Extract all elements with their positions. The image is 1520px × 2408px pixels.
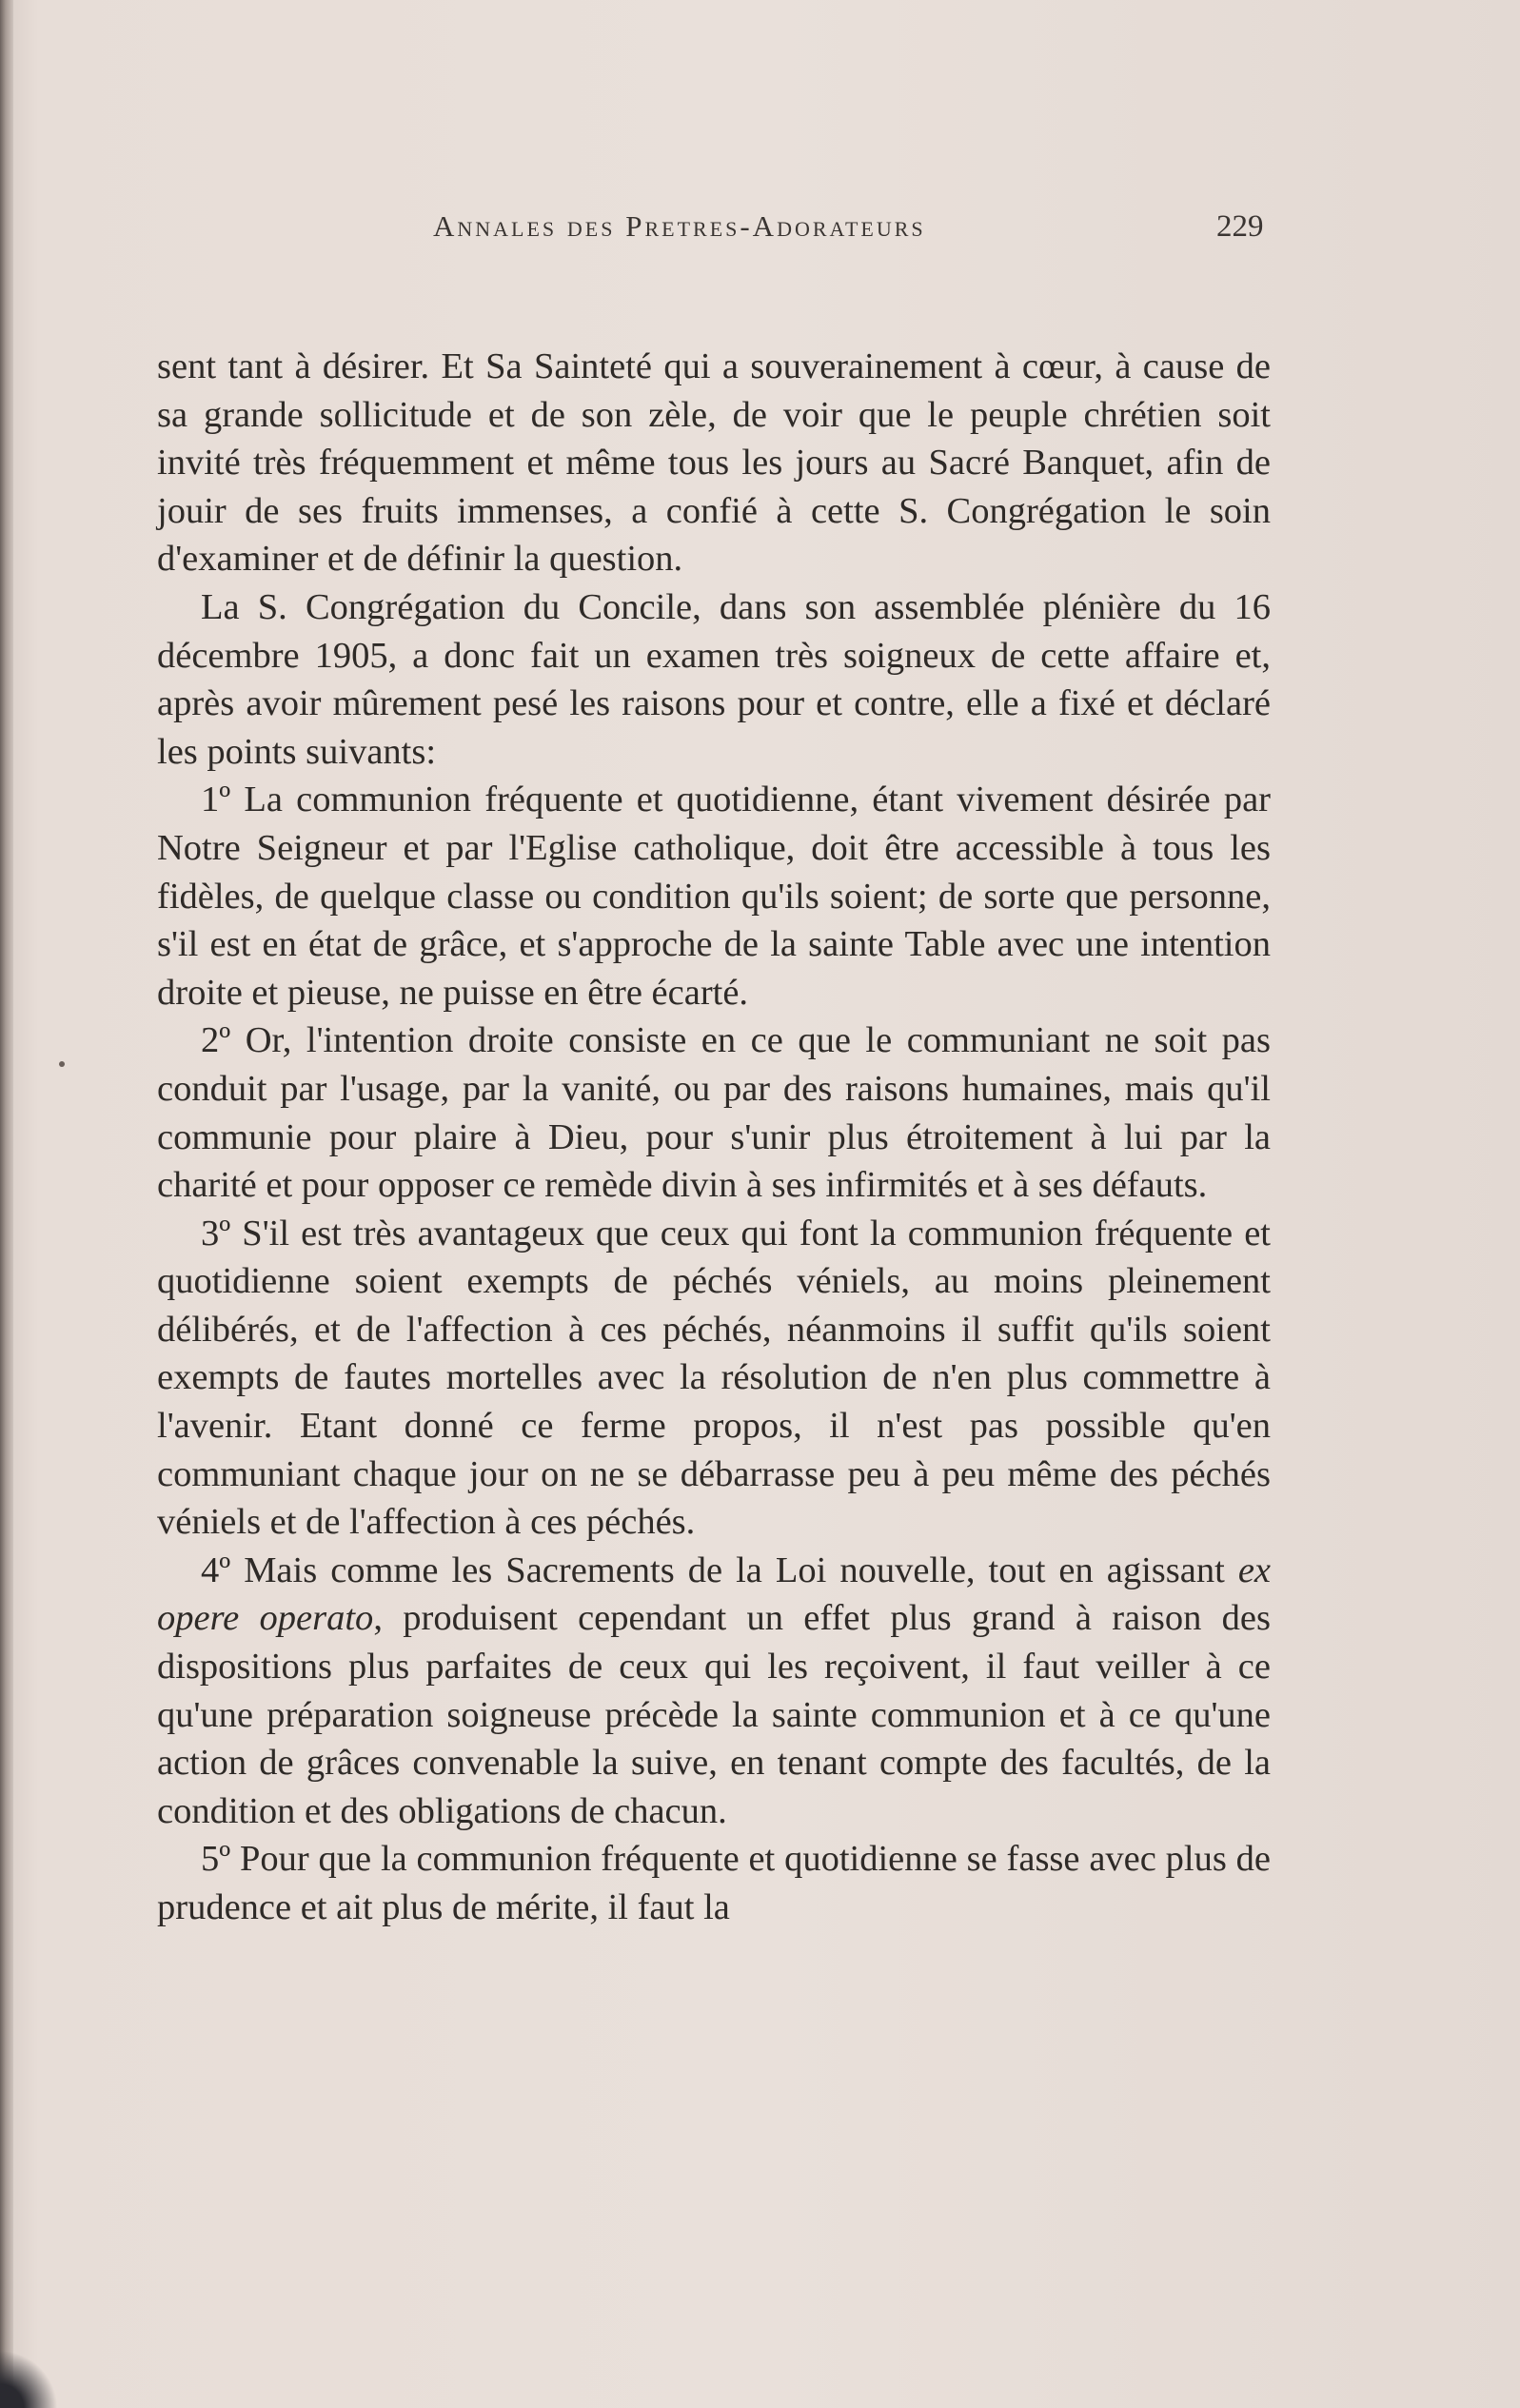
paragraph-text: 4º Mais comme les Sacrements de la Loi nouvelle, tout en agissant [201, 1549, 1238, 1590]
running-head: Annales des Pretres-Adorateurs [433, 209, 926, 243]
paragraph-text: 2º Or, l'intention droite consiste en ce que le communiant ne soit pas conduit par l'usage, par la vanité, ou par des raisons humaines, mais qu'il communie pour plaire à Dieu, pour s'unir plus étroitement à lui par la charité et pour opposer ce remède divin à ses infirmités et à ses défauts. [157, 1020, 1271, 1206]
body-text [157, 343, 1271, 1932]
paragraph-text: 3º S'il est très avantageux que ceux qui font la communion fréquente et quotidienne soient exempts de péchés véniels, au moins pleinement délibérés, et de l'affection à ces péchés, néanmoins il suffit qu'ils soient exempts de fautes mortelles avec la résolution de n'en plus commettre à l'avenir. Etant donné ce ferme propos, il n'est pas possible qu'en communiant chaque jour on ne se débarrasse peu à peu même des péchés véniels et de l'affection à ces péchés. [157, 1213, 1271, 1543]
paragraph [157, 1547, 1271, 1836]
binding-edge [0, 0, 13, 2408]
ink-spot [59, 1061, 65, 1067]
paragraph-text: 5º Pour que la communion fréquente et quotidienne se fasse avec plus de prudence et ait plus de mérite, il faut la [157, 1839, 1271, 1927]
latin-phrase: ex opere operato [157, 1549, 1271, 1639]
paragraph [157, 583, 1271, 776]
paragraph [157, 1835, 1271, 1931]
page-number: 229 [1216, 209, 1264, 244]
paragraph-text: sent tant à désirer. Et Sa Sainteté qui a souverainement à cœur, à cause de sa grande sollicitude et de son zèle, de voir que le peuple chrétien soit invité très fréquemment et même tous les jours au Sacré Banquet, afin de jouir de ses fruits immenses, a confié à cette S. Congrégation le soin d'examiner et de définir la question. [157, 346, 1271, 580]
paragraph [157, 776, 1271, 1016]
paragraph [157, 1210, 1271, 1547]
paragraph [157, 343, 1271, 583]
paragraph-text: 1º La communion fréquente et quotidienne, étant vivement désirée par Notre Seigneur et par l'Eglise catholique, doit être accessible à tous les fidèles, de quelque classe ou condition qu'ils soient; de sorte que personne, s'il est en état de grâce, et s'approche de la sainte Table avec une intention droite et pieuse, ne puisse en être écarté. [157, 780, 1271, 1013]
paragraph [157, 1016, 1271, 1209]
paragraph-text: La S. Congrégation du Concile, dans son assemblée plénière du 16 décembre 1905, a donc fait un examen très soigneux de cette affaire et, après avoir mûrement pesé les raisons pour et contre, elle a fixé et déclaré les points suivants: [157, 586, 1271, 772]
paragraph-text-continued: , produisent cependant un effet plus grand à raison des dispositions plus parfaites de ceux qui les reçoivent, il faut veiller à ce qu'une préparation soigneuse précède la sainte communion et à ce qu'une action de grâces convenable la suive, en tenant compte des facultés, de la condition et des obligations de chacun. [157, 1598, 1271, 1831]
corner-shadow [0, 2351, 57, 2408]
